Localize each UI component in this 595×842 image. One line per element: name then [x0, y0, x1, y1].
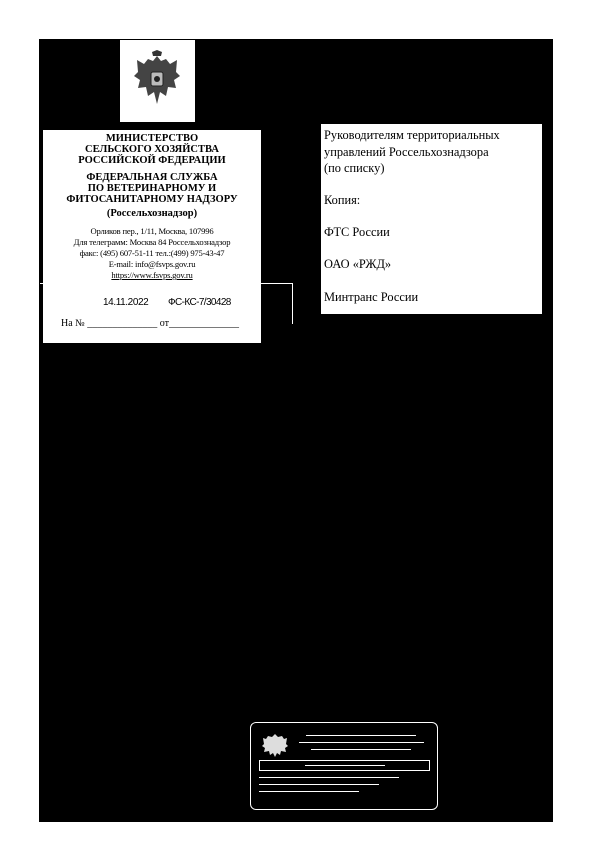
- service-short-name: (Россельхознадзор): [106, 208, 198, 219]
- emblem-box: [120, 40, 195, 122]
- recipient-line: (по списку): [324, 161, 385, 175]
- recipient-block: [321, 124, 542, 314]
- registration-number: ФС-КС-7/30428: [168, 297, 231, 308]
- copy-label: Копия:: [324, 193, 361, 207]
- service-line: ФЕДЕРАЛЬНАЯ СЛУЖБА: [86, 172, 218, 183]
- ministry-line: МИНИСТЕРСТВО: [105, 133, 199, 144]
- ministry-name: [43, 133, 261, 166]
- phone-fax: факс: (495) 607-51-11 тел.:(499) 975-43-47: [79, 248, 225, 258]
- service-line: ПО ВЕТЕРИНАРНОМУ И: [87, 183, 217, 194]
- contact-info: [43, 226, 261, 281]
- stamp-emblem-icon: [262, 732, 288, 758]
- recipient-line: Руководителям территориальных: [324, 128, 500, 142]
- website-link[interactable]: https://www.fsvps.gov.ru: [111, 270, 193, 280]
- email: E-mail: info@fsvps.gov.ru: [108, 259, 196, 269]
- stamp-title-bar: [259, 760, 430, 771]
- address: Орликов пер., 1/11, Москва, 107996: [90, 226, 214, 236]
- recipient-line: управлений Россельхознадзора: [324, 145, 489, 159]
- reference-line: На № ______________ от______________: [61, 318, 239, 329]
- coat-of-arms-icon: [132, 50, 182, 110]
- telegram-address: Для телеграмм: Москва 84 Россельхознадзор: [73, 237, 231, 247]
- copy-recipient: ФТС России: [324, 225, 390, 239]
- copy-recipient: ОАО «РЖД»: [324, 257, 392, 271]
- ministry-line: РОССИЙСКОЙ ФЕДЕРАЦИИ: [78, 155, 226, 166]
- registration-date: 14.11.2022: [103, 297, 149, 308]
- service-line: ФИТОСАНИТАРНОМУ НАДЗОРУ: [66, 194, 238, 205]
- copy-recipient: Минтранс России: [324, 290, 419, 304]
- ministry-line: СЕЛЬСКОГО ХОЗЯЙСТВА: [85, 144, 219, 155]
- electronic-signature-stamp: [250, 722, 438, 810]
- service-name: [43, 172, 261, 205]
